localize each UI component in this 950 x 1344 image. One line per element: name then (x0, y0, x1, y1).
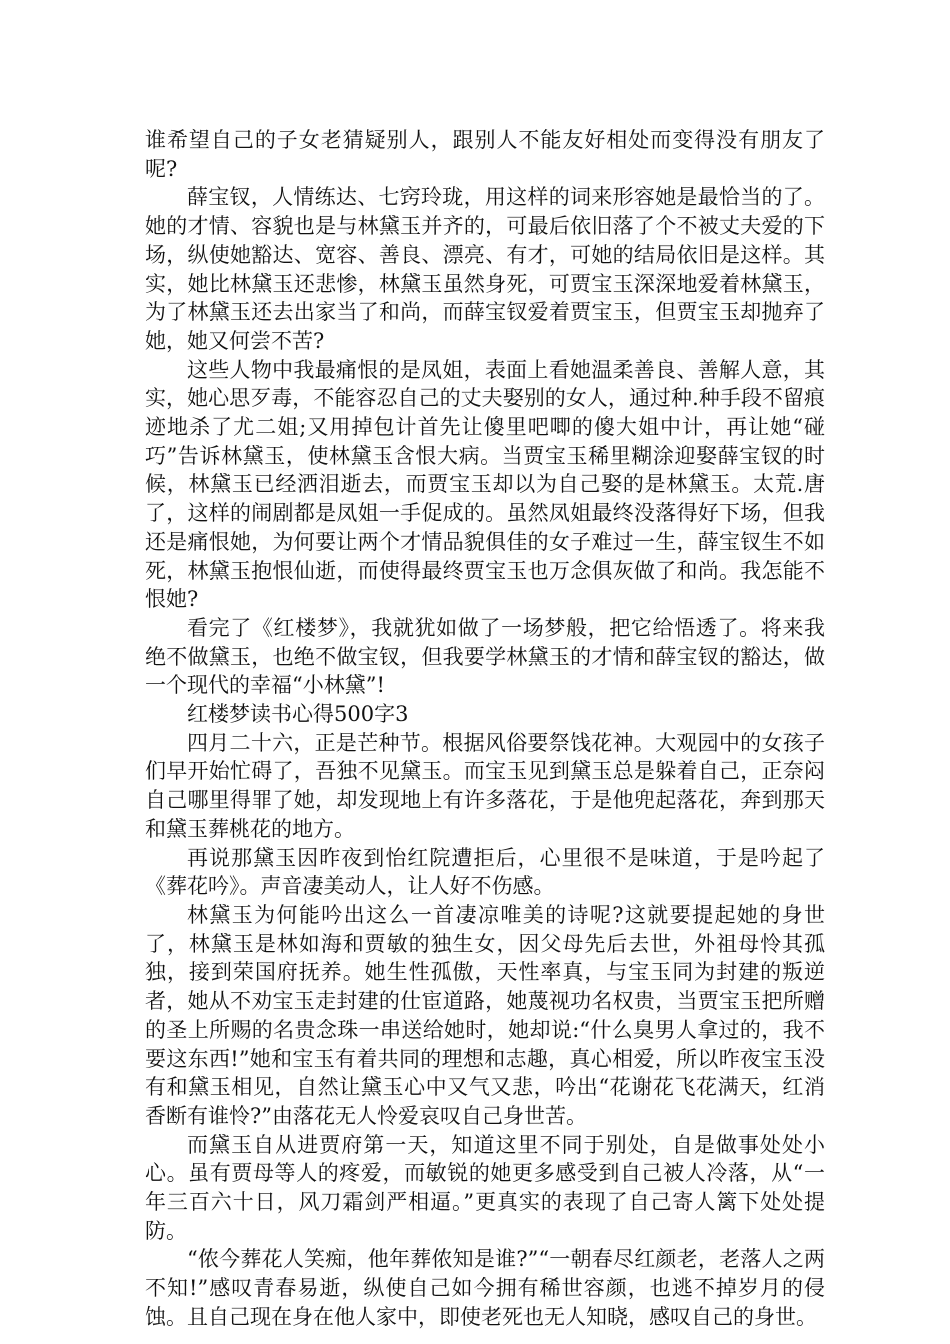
paragraph-6: 再说那黛玉因昨夜到怡红院遭拒后，心里很不是味道，于是吟起了《葬花吟》。声音凄美动人，让人好不伤感。 (145, 845, 825, 899)
document-body (145, 126, 825, 1332)
paragraph-3: 这些人物中我最痛恨的是凤姐，表面上看她温柔善良、善解人意，其实，她心思歹毒，不能容忍自己的丈夫娶别的女人，通过种.种手段不留痕迹地杀了尤二姐;又用掉包计首先让傻里吧唧的傻大姐中计，再让她“碰巧”告诉林黛玉，使林黛玉含恨大病。当贾宝玉稀里糊涂迎娶薛宝钗的时候，林黛玉已经洒泪逝去，而贾宝玉却以为自己娶的是林黛玉。太荒.唐了，这样的闹剧都是凤姐一手促成的。虽然凤姐最终没落得好下场，但我还是痛恨她，为何要让两个才情品貌俱佳的女子难过一生，薛宝钗生不如死，林黛玉抱恨仙逝，而使得最终贾宝玉也万念俱灰做了和尚。我怎能不恨她? (145, 357, 825, 612)
paragraph-2: 薛宝钗，人情练达、七窍玲珑，用这样的词来形容她是最恰当的了。她的才情、容貌也是与林黛玉并齐的，可最后依旧落了个不被丈夫爱的下场，纵使她豁达、宽容、善良、漂亮、有才，可她的结局依旧是这样。其实，她比林黛玉还悲惨，林黛玉虽然身死，可贾宝玉深深地爱着林黛玉，为了林黛玉还去出家当了和尚，而薛宝钗爱着贾宝玉，但贾宝玉却抛弃了她，她又何尝不苦? (145, 185, 825, 353)
section-heading: 红楼梦读书心得500字3 (187, 702, 409, 727)
paragraph-1: 谁希望自己的子女老猜疑别人，跟别人不能友好相处而变得没有朋友了呢? (145, 128, 825, 181)
paragraph-4: 看完了《红楼梦》，我就犹如做了一场梦般，把它给悟透了。将来我绝不做黛玉，也绝不做宝钗，但我要学林黛玉的才情和薛宝钗的豁达，做一个现代的幸福“小林黛”! (145, 615, 825, 698)
paragraph-7: 林黛玉为何能吟出这么一首凄凉唯美的诗呢?这就要提起她的身世了，林黛玉是林如海和贾敏的独生女，因父母先后去世，外祖母怜其孤独，接到荣国府抚养。她生性孤傲，天性率真，与宝玉同为封建的叛逆者，她从不劝宝玉走封建的仕宦道路，她蔑视功名权贵，当贾宝玉把所赠的圣上所赐的名贵念珠一串送给她时，她却说:“什么臭男人拿过的，我不要这东西!”她和宝玉有着共同的理想和志趣，真心相爱，所以昨夜宝玉没有和黛玉相见，自然让黛玉心中又气又悲，吟出“花谢花飞花满天，红消香断有谁怜?”由落花无人怜爱哀叹自己身世苦。 (145, 902, 825, 1128)
paragraph-9: “侬今葬花人笑痴，他年葬侬知是谁?”“一朝春尽红颜老，老落人之两不知!”感叹青春易逝，纵使自己如今拥有稀世容颜，也逃不掉岁月的侵蚀。且自己现在身在他人家中，即使老死也无人知晓，感叹自己的身世。 (145, 1247, 825, 1329)
paragraph-8: 而黛玉自从进贾府第一天，知道这里不同于别处，自是做事处处小心。虽有贾母等人的疼爱，而敏锐的她更多感受到自己被人冷落，从“一年三百六十日，风刀霜剑严相逼。”更真实的表现了自己寄人篱下处处提防。 (145, 1132, 825, 1243)
paragraph-5: 四月二十六，正是芒种节。根据风俗要祭饯花神。大观园中的女孩子们早开始忙碍了，吾独不见黛玉。而宝玉见到黛玉总是躲着自己，正奈闷自己哪里得罪了她，却发现地上有许多落花，于是他兜起落花，奔到那天和黛玉葬桃花的地方。 (145, 730, 825, 841)
